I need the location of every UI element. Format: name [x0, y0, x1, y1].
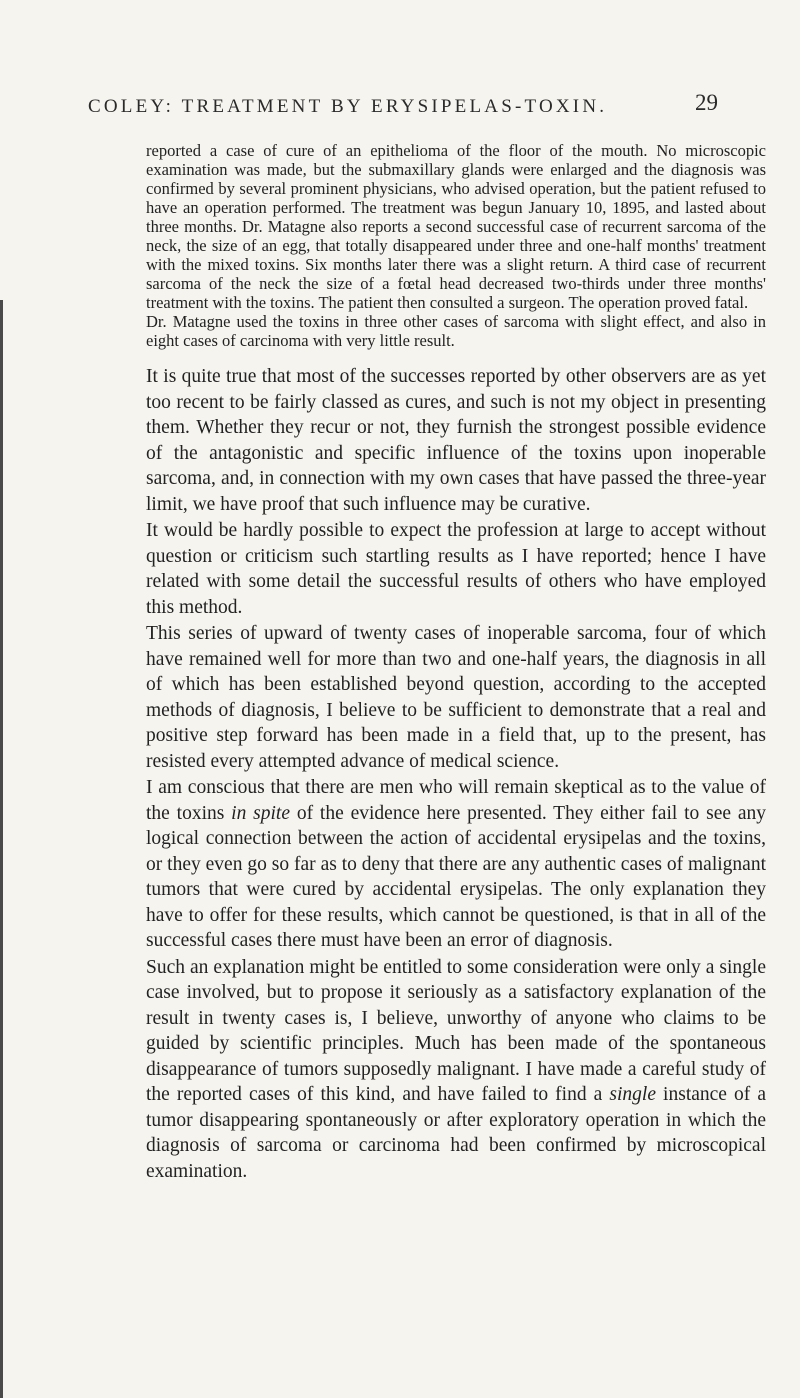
text-run: I am conscious that there are men who will remain skeptical as to the value of the toxins — [146, 777, 766, 824]
page-number: 29 — [695, 90, 718, 115]
running-title: COLEY: TREATMENT BY ERYSIPELAS-TOXIN. — [88, 96, 608, 117]
text-run: Such an explanation might be entitled to some consideration were only a single case involved, but to propose it seriously as a satisfactory explanation of the result in twenty cases is, I believe, unworthy of anyone who claims to be guided by scientific principles. Much has been made of the spontaneous disappearance of tumors supposedly malignant. I have made a careful study of the reported cases of this kind, and have failed to find a — [146, 956, 766, 1105]
page-edge-rule — [0, 300, 3, 1398]
italic-text: single — [609, 1084, 656, 1105]
paragraph: It is quite true that most of the successes reported by other observers are as yet too recent to be fairly classed as cures, and such is not my object in presenting them. Whether they recur or not, they furnish the strongest possible evidence of the antagonistic and specific influence of the toxins upon inoperable sarcoma, and, in connection with my own cases that have passed the three-year limit, we have proof that such influence may be curative. — [146, 366, 766, 515]
text-run: instance of a tumor disappearing spontaneously or after exploratory operation in which the diagnosis of sarcoma or carcinoma had been confirmed by microscopical examination. — [146, 1084, 766, 1182]
running-header — [88, 90, 718, 130]
page-body — [146, 141, 766, 1184]
paragraph: It would be hardly possible to expect the profession at large to accept without question or criticism such startling results as I have reported; hence I have related with some detail the successful results of others who have employed this method. — [146, 520, 766, 618]
paragraph: Dr. Matagne used the toxins in three other cases of sarcoma with slight effect, and also in eight cases of carcinoma with very little result. — [146, 312, 766, 350]
small-type-section — [146, 141, 766, 350]
paragraph — [146, 955, 766, 1185]
paragraph — [146, 775, 766, 954]
main-text-section — [146, 364, 766, 1184]
text-run: of the evidence here presented. They either fail to see any logical connection between the action of accidental erysipelas and the toxins, or they even go so far as to deny that there are any authentic cases of malignant tumors that were cured by accidental erysipelas. The only explanation they have to offer for these results, which cannot be questioned, is that in all of the successful cases there must have been an error of diagnosis. — [146, 802, 767, 951]
italic-text: in spite — [231, 802, 291, 824]
paragraph: reported a case of cure of an epithelioma of the floor of the mouth. No microscopic examination was made, but the submaxillary glands were enlarged and the diagnosis was confirmed by several prominent physicians, who advised operation, but the patient refused to have an operation performed. The treatment was begun January 10, 1895, and lasted about three months. Dr. Matagne also reports a second successful case of recurrent sarcoma of the neck, the size of an egg, that totally disappeared under three and one-half months' treatment with the mixed toxins. Six months later there was a slight return. A third case of recurrent sarcoma of the neck the size of a fœtal head decreased two-thirds under three months' treatment with the toxins. The patient then consulted a surgeon. The operation proved fatal. — [146, 141, 766, 312]
paragraph: This series of upward of twenty cases of inoperable sarcoma, four of which have remained well for more than two and one-half years, the diagnosis in all of which has been established beyond question, according to the accepted methods of diagnosis, I believe to be sufficient to demonstrate that a real and positive step forward has been made in a field that, up to the present, has resisted every attempted advance of medical science. — [146, 623, 766, 772]
